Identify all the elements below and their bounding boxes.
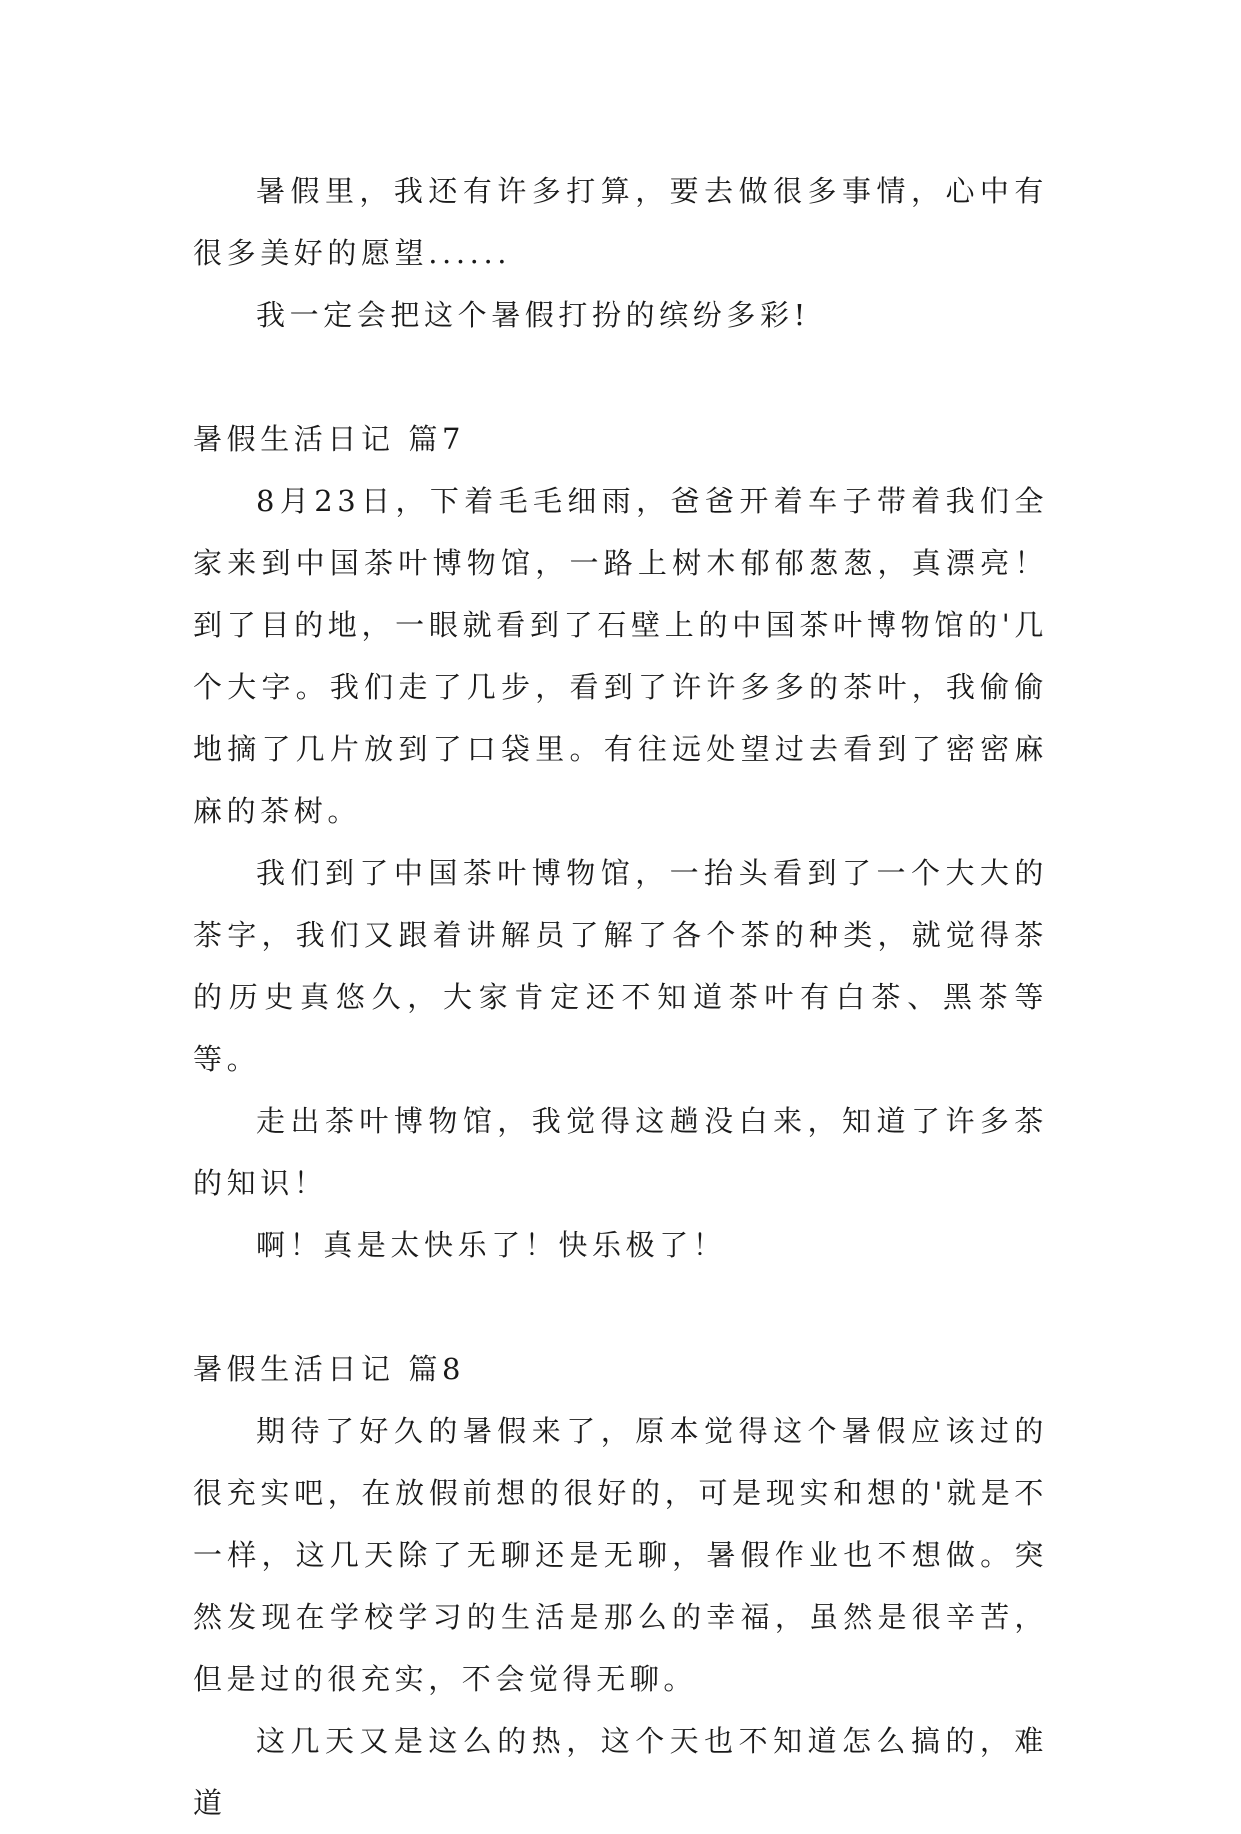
paragraph: 走出茶叶博物馆，我觉得这趟没白来，知道了许多茶的知识！ bbox=[193, 1104, 1048, 1200]
section-continuation bbox=[193, 160, 1048, 346]
section-entry-8 bbox=[193, 1338, 1048, 1834]
paragraph: 期待了好久的暑假来了，原本觉得这个暑假应该过的很充实吧，在放假前想的很好的，可是现实和想的'就是不一样，这几天除了无聊还是无聊，暑假作业也不想做。突然发现在学校学习的生活是那么的幸福，虽然是很辛苦，但是过的很充实，不会觉得无聊。 bbox=[193, 1414, 1048, 1696]
section-heading: 暑假生活日记 篇7 bbox=[193, 422, 466, 456]
document-page bbox=[193, 160, 1048, 1834]
paragraph: 这几天又是这么的热，这个天也不知道怎么搞的，难道 bbox=[193, 1724, 1048, 1820]
paragraph: 暑假里，我还有许多打算，要去做很多事情，心中有很多美好的愿望...... bbox=[193, 174, 1048, 270]
section-spacer bbox=[193, 1276, 1048, 1338]
section-heading: 暑假生活日记 篇8 bbox=[193, 1352, 466, 1386]
paragraph: 8月23日，下着毛毛细雨，爸爸开着车子带着我们全家来到中国茶叶博物馆，一路上树木郁郁葱葱，真漂亮！到了目的地，一眼就看到了石壁上的中国茶叶博物馆的'几个大字。我们走了几步，看到了许许多多的茶叶，我偷偷地摘了几片放到了口袋里。有往远处望过去看到了密密麻麻的茶树。 bbox=[193, 484, 1048, 828]
paragraph: 啊！真是太快乐了！快乐极了！ bbox=[256, 1228, 727, 1262]
paragraph: 我们到了中国茶叶博物馆，一抬头看到了一个大大的茶字，我们又跟着讲解员了解了各个茶的种类，就觉得茶的历史真悠久，大家肯定还不知道茶叶有白茶、黑茶等等。 bbox=[193, 856, 1048, 1076]
section-spacer bbox=[193, 346, 1048, 408]
section-entry-7 bbox=[193, 408, 1048, 1276]
paragraph: 我一定会把这个暑假打扮的缤纷多彩! bbox=[256, 298, 810, 332]
